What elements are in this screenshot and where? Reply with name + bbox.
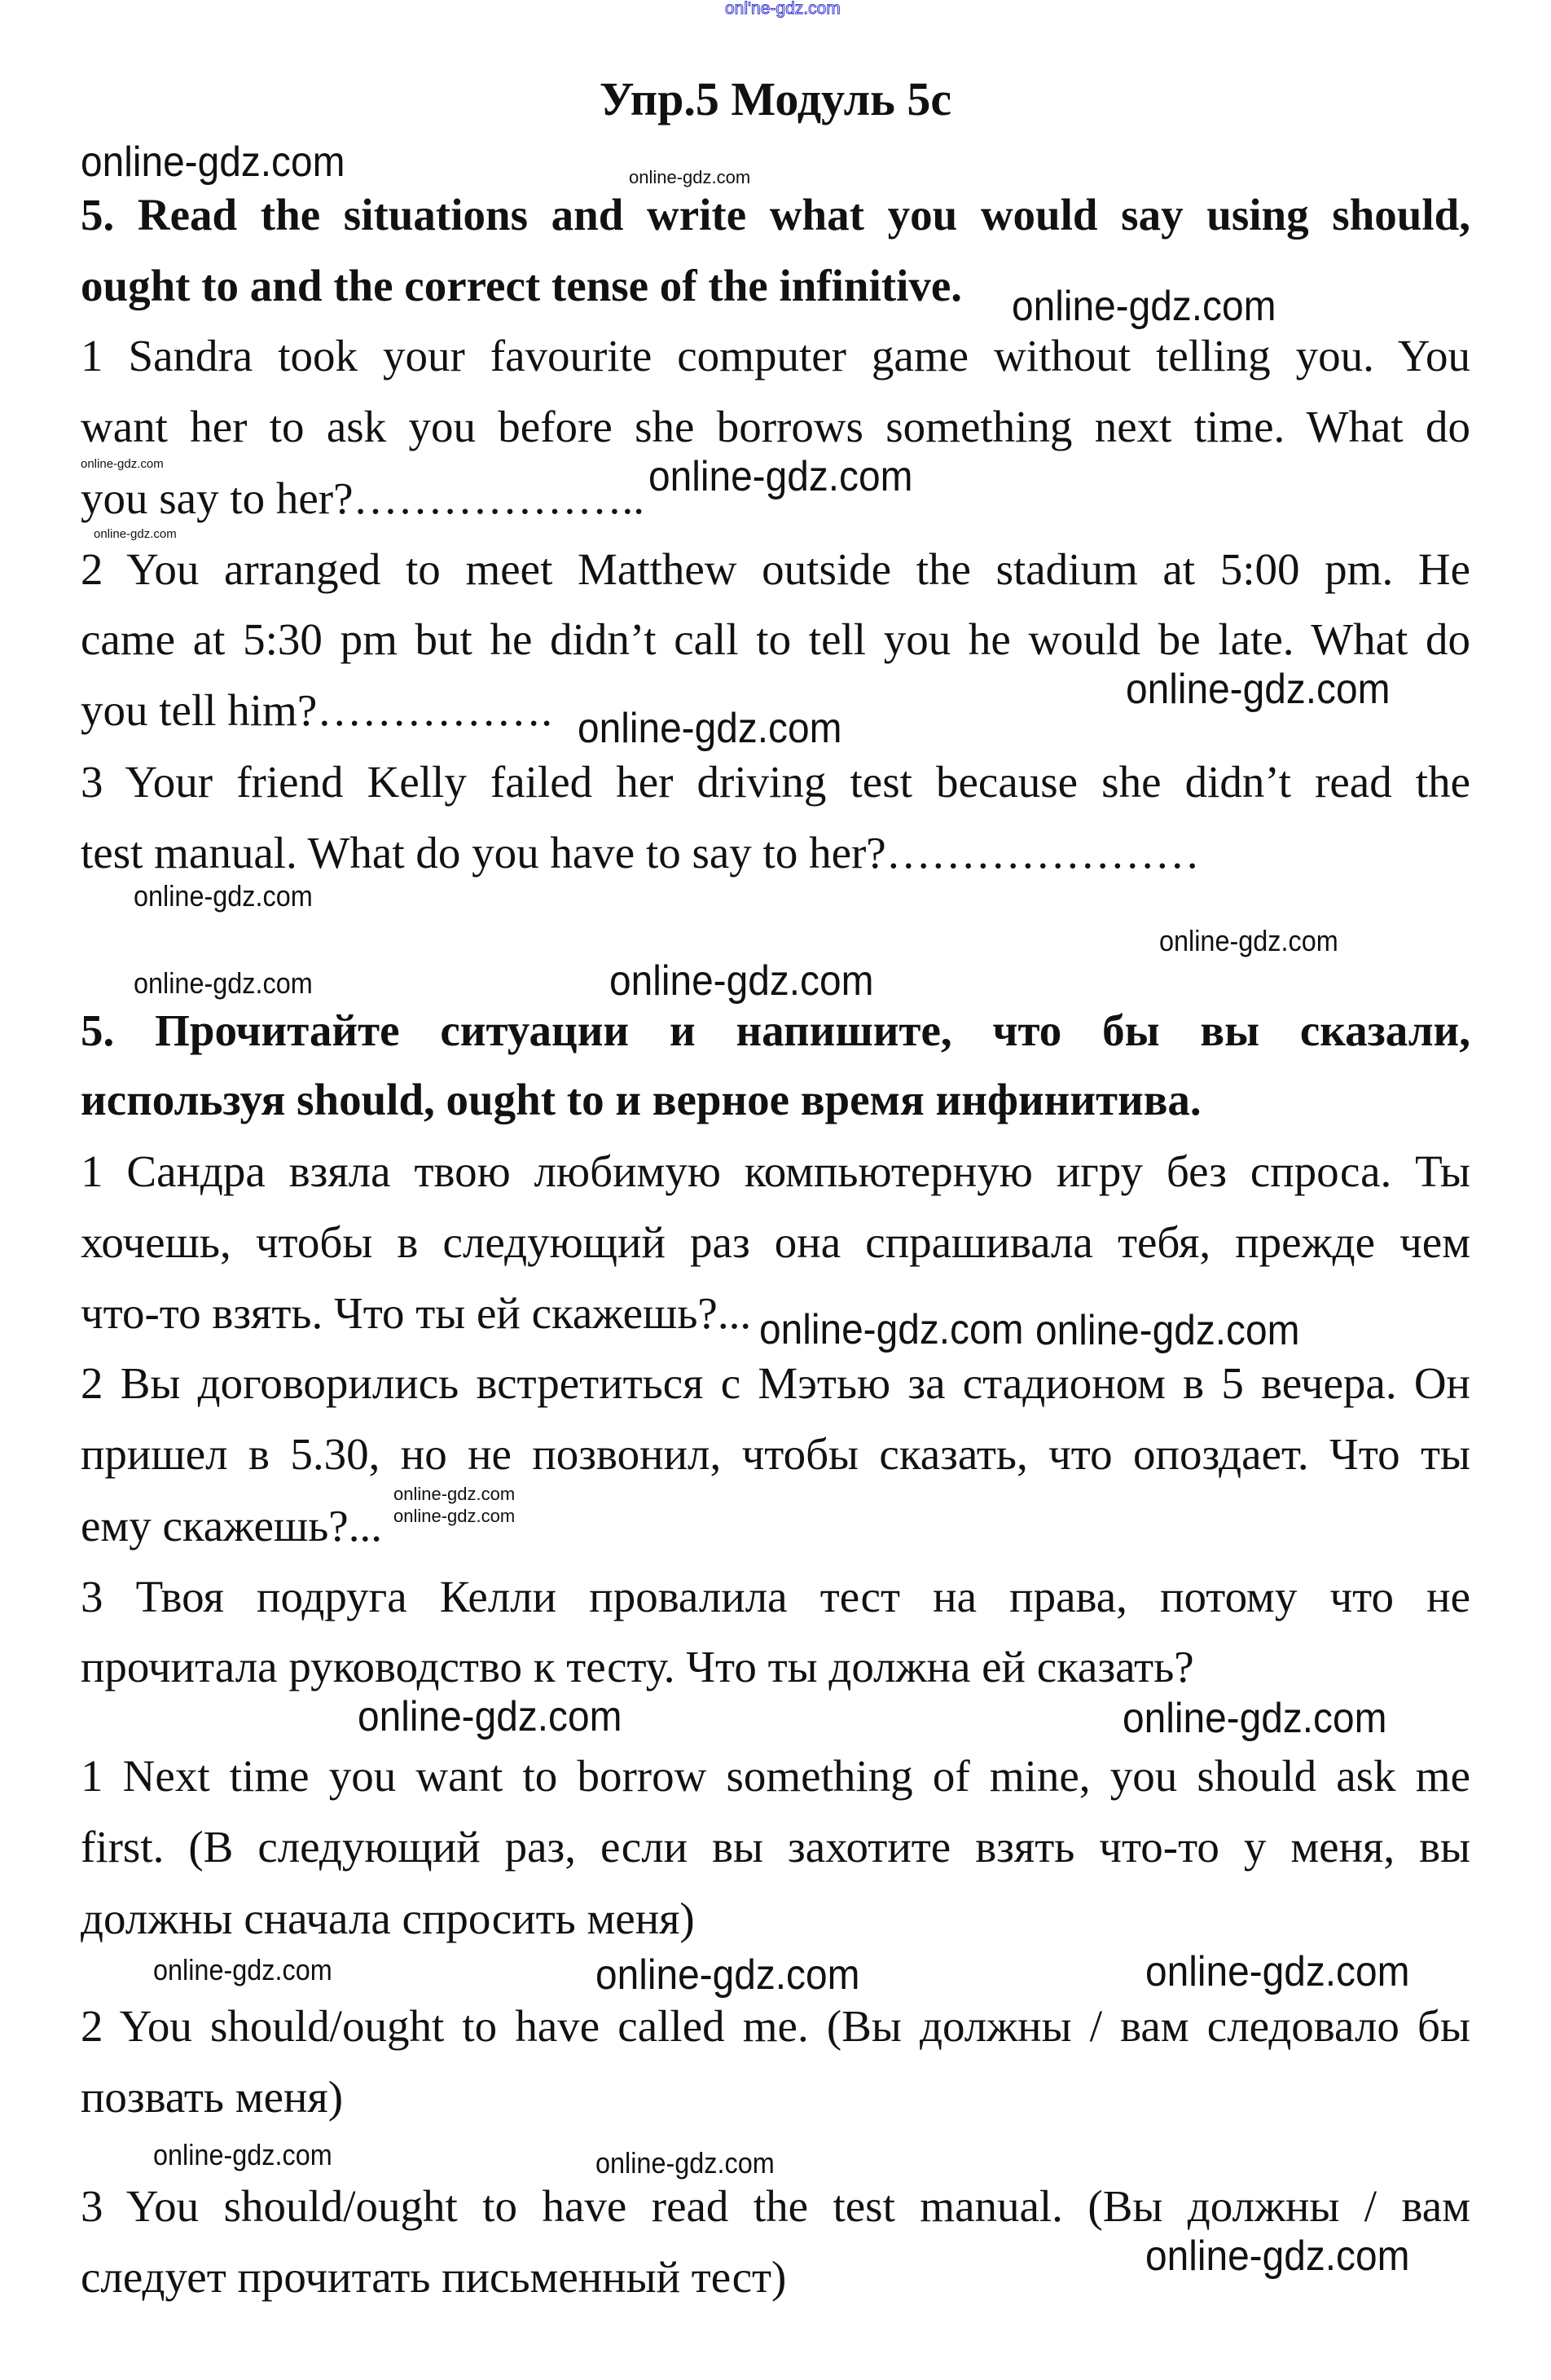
text-line: позвать меня): [81, 2072, 344, 2122]
text-line: test manual. What do you have to say to her?…………………: [81, 828, 1200, 878]
text-line: first. (В следующий раз, если вы захотите взять что-то у меня, вы: [81, 1822, 1470, 1872]
watermark: online-gdz.com: [1123, 1695, 1387, 1742]
text-line: 2 Вы договорились встретиться с Мэтью за стадионом в 5 вечера. Он: [81, 1358, 1470, 1408]
watermark: online-gdz.com: [1035, 1307, 1300, 1354]
exercise-heading-line: ought to and the correct tense of the infinitive.: [81, 261, 963, 310]
watermark: online-gdz.com: [1012, 283, 1276, 330]
text-line: 1 Сандра взяла твою любимую компьютерную игру без спроса. Ты: [81, 1146, 1470, 1196]
text-line: want her to ask you before she borrows something next time. What do: [81, 402, 1470, 451]
text-line: 3 You should/ought to have read the test manual. (Вы должны / вам: [81, 2181, 1470, 2231]
text-line: 3 Твоя подруга Келли провалила тест на права, потому что не: [81, 1572, 1470, 1621]
watermark: online-gdz.com: [629, 167, 751, 187]
watermark: online-gdz.com: [1145, 2233, 1410, 2280]
watermark: online-gdz.com: [94, 527, 177, 541]
watermark: online-gdz.com: [1145, 1948, 1410, 1995]
watermark: online-gdz.com: [134, 966, 313, 1000]
watermark: online-gdz.com: [595, 2146, 775, 2180]
text-line: 2 You arranged to meet Matthew outside the stadium at 5:00 pm. He: [81, 544, 1470, 594]
watermark: online-gdz.com: [393, 1506, 516, 1526]
watermark: online-gdz.com: [81, 457, 164, 471]
watermark: online-gdz.com: [578, 705, 842, 752]
text-line: прочитала руководство к тесту. Что ты должна ей сказать?: [81, 1642, 1194, 1692]
exercise-heading-line: используя should, ought to и верное время инфинитива.: [81, 1075, 1202, 1124]
text-line: хочешь, чтобы в следующий раз она спрашивала тебя, прежде чем: [81, 1217, 1470, 1267]
watermark: online-gdz.com: [1159, 924, 1338, 957]
watermark: online-gdz.com: [393, 1484, 516, 1504]
text-line: 1 Next time you want to borrow something of mine, you should ask me: [81, 1751, 1470, 1801]
watermark: online-gdz.com: [153, 1953, 332, 1986]
watermark: online-gdz.com: [153, 2138, 332, 2171]
text-line: следует прочитать письменный тест): [81, 2252, 787, 2302]
text-line: пришел в 5.30, но не позвонил, чтобы сказать, что опоздает. Что ты: [81, 1429, 1470, 1479]
watermark: online-gdz.com: [595, 1951, 860, 1999]
text-line: came at 5:30 pm but he didn’t call to tell you he would be late. What do: [81, 614, 1470, 664]
exercise-heading-line: 5. Read the situations and write what you would say using should,: [81, 190, 1470, 240]
text-line: 2 You should/ought to have called me. (Вы должны / вам следовало бы: [81, 2001, 1470, 2051]
text-line: что-то взять. Что ты ей скажешь?...: [81, 1288, 752, 1338]
text-line: you say to her?………………..: [81, 473, 644, 523]
page-title: Упр.5 Модуль 5с: [599, 73, 952, 125]
text-line: 1 Sandra took your favourite computer game without telling you. You: [81, 331, 1470, 381]
top-watermark: onl'ne-gdz.com: [725, 0, 841, 18]
text-line: должны сначала спросить меня): [81, 1894, 695, 1943]
exercise-heading-line: 5. Прочитайте ситуации и напишите, что бы вы сказали,: [81, 1005, 1470, 1055]
text-line: ему скажешь?...: [81, 1501, 382, 1551]
watermark: online-gdz.com: [759, 1306, 1024, 1353]
watermark: online-gdz.com: [81, 139, 345, 186]
watermark: online-gdz.com: [1126, 666, 1391, 713]
watermark: online-gdz.com: [609, 957, 874, 1005]
text-line: you tell him?…………….: [81, 685, 552, 735]
watermark: online-gdz.com: [358, 1693, 622, 1740]
text-line: 3 Your friend Kelly failed her driving test because she didn’t read the: [81, 757, 1470, 807]
watermark: online-gdz.com: [648, 453, 913, 500]
watermark: online-gdz.com: [134, 879, 313, 913]
